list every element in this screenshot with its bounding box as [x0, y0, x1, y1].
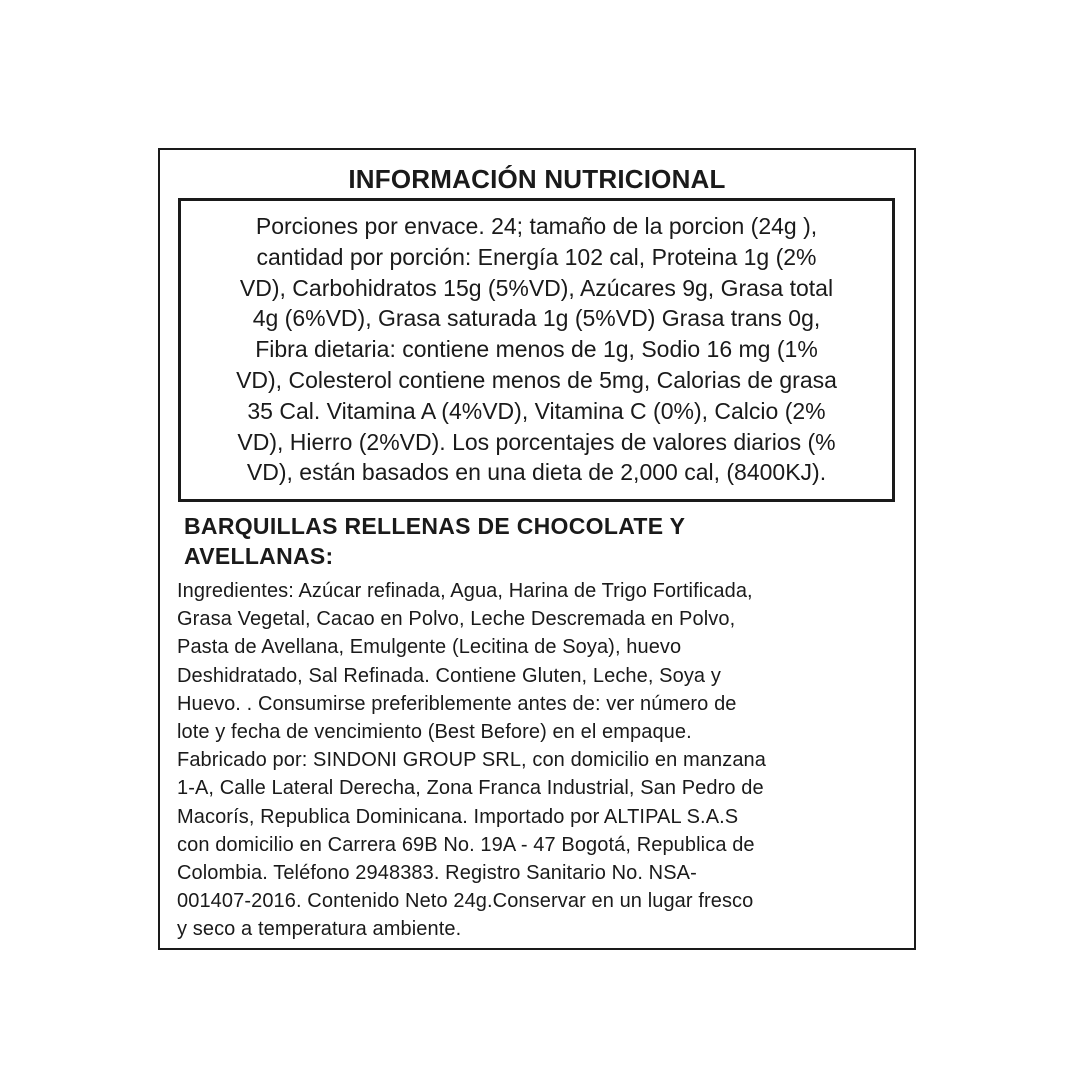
nutrition-line: VD), Hierro (2%VD). Los porcentajes de valores diarios (% — [237, 428, 836, 455]
ingredients-line: Pasta de Avellana, Emulgente (Lecitina de Soya), huevo — [177, 636, 682, 659]
ingredients-line: y seco a temperatura ambiente. — [177, 918, 462, 941]
nutrition-line: VD), están basados en una dieta de 2,000 cal, (8400KJ). — [246, 459, 827, 486]
ingredients-line: Macorís, Republica Dominicana. Importado por ALTIPAL S.A.S — [177, 805, 739, 828]
nutrition-line: cantidad por porción: Energía 102 cal, Proteina 1g (2% — [256, 243, 817, 270]
ingredients-line: Grasa Vegetal, Cacao en Polvo, Leche Descremada en Polvo, — [177, 608, 736, 631]
nutrition-line: Porciones por envace. 24; tamaño de la porcion (24g ), — [255, 213, 818, 239]
nutrition-label — [158, 148, 916, 950]
product-name-line: AVELLANAS: — [184, 543, 334, 569]
ingredients-text — [177, 577, 907, 944]
nutrition-line: Fibra dietaria: contiene menos de 1g, Sodio 16 mg (1% — [255, 336, 818, 363]
product-name — [184, 511, 884, 571]
nutrition-facts-box — [178, 198, 895, 502]
ingredients-line: Colombia. Teléfono 2948383. Registro Sanitario No. NSA- — [177, 862, 697, 885]
ingredients-line: con domicilio en Carrera 69B No. 19A - 47 Bogotá, Republica de — [177, 833, 755, 856]
ingredients-line: Deshidratado, Sal Refinada. Contiene Gluten, Leche, Soya y — [177, 664, 721, 687]
ingredients-line: Fabricado por: SINDONI GROUP SRL, con domicilio en manzana — [177, 749, 767, 772]
nutrition-line: VD), Colesterol contiene menos de 5mg, Calorias de grasa — [236, 366, 837, 393]
ingredients-line: 001407-2016. Contenido Neto 24g.Conservar en un lugar fresco — [177, 890, 754, 913]
label-title: INFORMACIÓN NUTRICIONAL — [348, 164, 726, 194]
nutrition-line: VD), Carbohidratos 15g (5%VD), Azúcares 9g, Grasa total — [239, 274, 834, 301]
ingredients-line: Huevo. . Consumirse preferiblemente antes de: ver número de — [177, 692, 737, 715]
ingredients-line: Ingredientes: Azúcar refinada, Agua, Harina de Trigo Fortificada, — [177, 580, 753, 602]
product-name-line: BARQUILLAS RELLENAS DE CHOCOLATE Y — [184, 513, 686, 539]
nutrition-line: 35 Cal. Vitamina A (4%VD), Vitamina C (0%), Calcio (2% — [247, 397, 826, 424]
ingredients-line: 1-A, Calle Lateral Derecha, Zona Franca Industrial, San Pedro de — [177, 777, 764, 800]
ingredients-line: lote y fecha de vencimiento (Best Before) en el empaque. — [177, 721, 692, 744]
nutrition-line: 4g (6%VD), Grasa saturada 1g (5%VD) Grasa trans 0g, — [252, 305, 821, 332]
